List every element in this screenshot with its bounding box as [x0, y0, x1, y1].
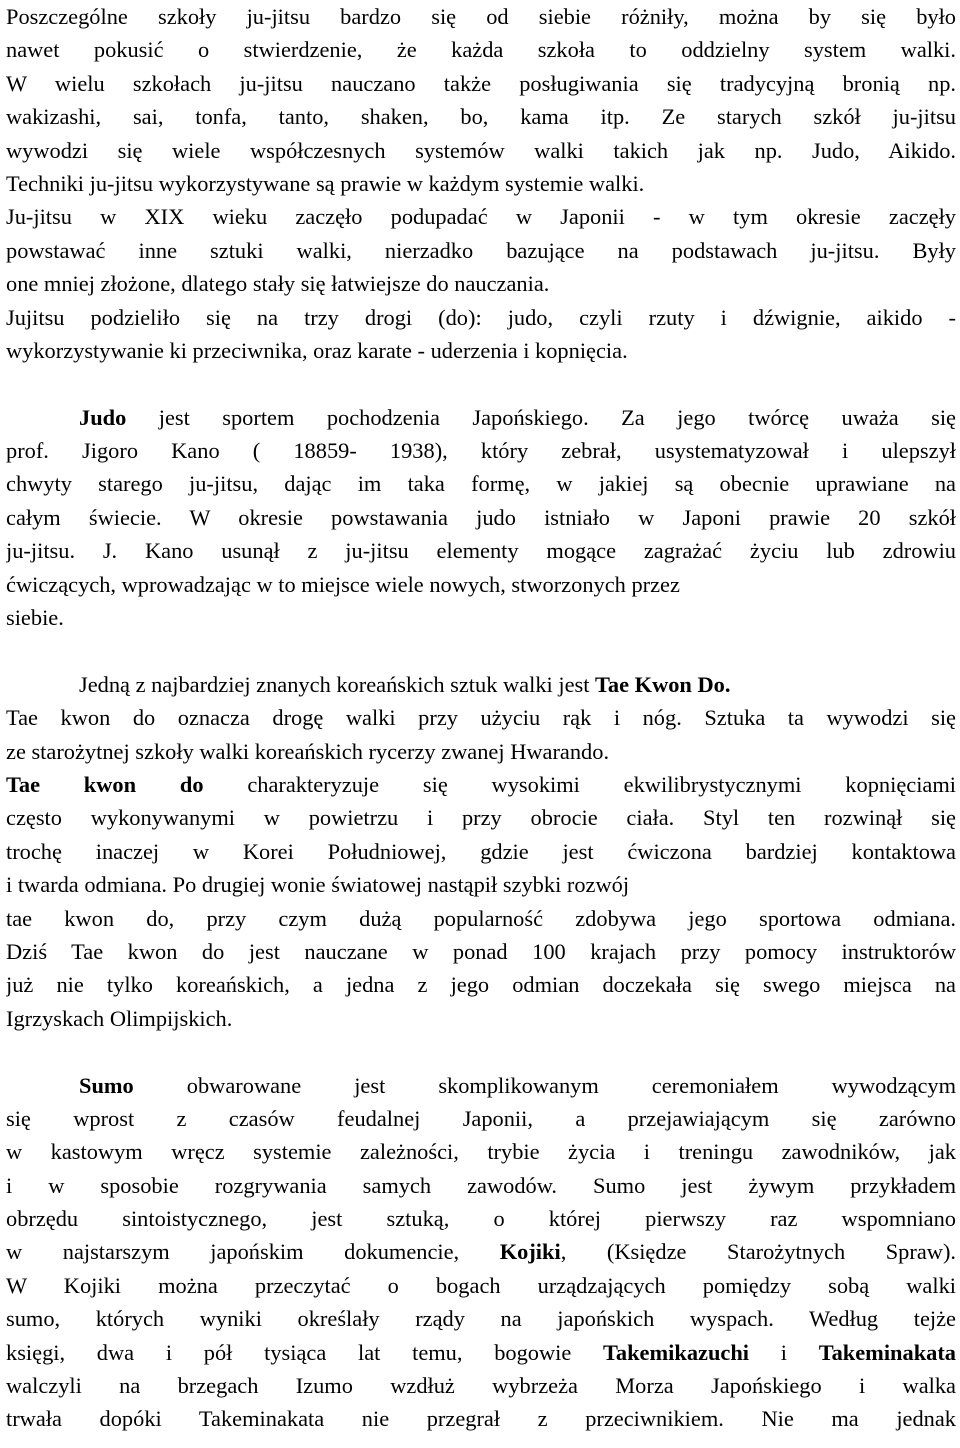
- text-segment: walczyli na brzegach Izumo wzdłuż wybrzeża Morza Japońskiego i walka: [6, 1373, 956, 1399]
- paragraph-gap: [6, 634, 956, 667]
- text-line: [6, 200, 956, 233]
- text-segment: i w sposobie rozgrywania samych zawodów. Sumo jest żywym przykładem: [6, 1172, 956, 1198]
- text-line: [6, 33, 956, 66]
- text-segment: W wielu szkołach ju-jitsu nauczano także posługiwania się tradycyjną bronią np.: [6, 70, 956, 96]
- text-line: [6, 401, 956, 434]
- text-segment: Poszczególne szkoły ju-jitsu bardzo się od siebie różniły, można by się było: [6, 4, 956, 29]
- text-segment: siebie.: [6, 605, 64, 631]
- text-segment: często wykonywanymi w powietrzu i przy obrocie ciała. Styl ten rozwinął się: [6, 805, 956, 831]
- text-line: [6, 67, 956, 100]
- text-line: [6, 902, 956, 935]
- text-segment: wywodzi się wiele współczesnych systemów walki takich jak np. Judo, Aikido.: [6, 137, 956, 163]
- text-segment: trochę inaczej w Korei Południowej, gdzie jest ćwiczona bardziej kontaktowa: [6, 838, 956, 864]
- text-segment: one mniej złożone, dlatego stały się łatwiejsze do nauczania.: [6, 271, 550, 297]
- text-line: [6, 568, 956, 601]
- text-segment: Techniki ju-jitsu wykorzystywane są prawie w każdym systemie walki.: [6, 170, 645, 196]
- text-line: [6, 1202, 956, 1235]
- text-segment: obrzędu sintoistycznego, jest sztuką, o której pierwszy raz wspomniano: [6, 1206, 956, 1232]
- text-line: [6, 668, 956, 701]
- paragraph-gap: [6, 1035, 956, 1068]
- text-segment: W Kojiki można przeczytać o bogach urządzających pomiędzy sobą walki: [6, 1272, 956, 1298]
- bold-term: Tae Kwon Do.: [595, 671, 731, 697]
- bold-term: Judo: [79, 404, 127, 430]
- text-line: [6, 334, 956, 367]
- text-line: [6, 1102, 956, 1135]
- text-segment: wakizashi, sai, tonfa, tanto, shaken, bo, kama itp. Ze starych szkół ju-jitsu: [6, 104, 956, 130]
- text-segment: , (Księdze Starożytnych Spraw).: [560, 1239, 956, 1265]
- text-segment: chwyty starego ju-jitsu, dając im taka formę, w jakiej są obecnie uprawiane na: [6, 471, 956, 497]
- text-line: [6, 1169, 956, 1202]
- paragraph-judo: [6, 401, 956, 635]
- text-segment: sumo, których wyniki określały rządy na japońskich wyspach. Według tejże: [6, 1306, 956, 1332]
- text-line: [6, 868, 956, 901]
- text-line: [6, 167, 956, 200]
- text-segment: ćwiczących, wprowadzając w to miejsce wiele nowych, stworzonych przez: [6, 571, 680, 597]
- text-line: [6, 100, 956, 133]
- text-line: [6, 935, 956, 968]
- text-line: [6, 601, 956, 634]
- paragraph-sumo: [6, 1069, 956, 1436]
- text-segment: Tae kwon do oznacza drogę walki przy użyciu rąk i nóg. Sztuka ta wywodzi się: [6, 705, 956, 731]
- document-page: [6, 0, 956, 1436]
- text-segment: się wprost z czasów feudalnej Japonii, a przejawiającym się zarówno: [6, 1105, 956, 1131]
- text-segment: w kastowym wręcz systemie zależności, trybie życia i treningu zawodników, jak: [6, 1139, 956, 1165]
- bold-term: Sumo: [79, 1072, 134, 1098]
- text-line: [6, 1135, 956, 1168]
- text-line: [6, 1402, 956, 1435]
- text-line: [6, 534, 956, 567]
- text-segment: Jujitsu podzieliło się na trzy drogi (do): judo, czyli rzuty i dźwignie, aikido -: [6, 304, 956, 330]
- text-line: [6, 1069, 956, 1102]
- bold-term: Takemikazuchi: [603, 1339, 750, 1365]
- text-line: [6, 1002, 956, 1035]
- text-segment: Dziś Tae kwon do jest nauczane w ponad 100 krajach przy pomocy instruktorów: [6, 938, 956, 964]
- text-segment: tae kwon do, przy czym dużą popularność zdobywa jego sportowa odmiana.: [6, 905, 956, 931]
- bold-term: Tae kwon do: [6, 771, 204, 797]
- text-line: [6, 134, 956, 167]
- text-line: [6, 0, 956, 33]
- text-line: [6, 301, 956, 334]
- text-line: [6, 434, 956, 467]
- bold-term: Kojiki: [499, 1239, 561, 1265]
- text-line: [6, 467, 956, 500]
- text-segment: nawet pokusić o stwierdzenie, że każda szkoła to oddzielny system walki.: [6, 37, 956, 63]
- text-segment: Igrzyskach Olimpijskich.: [6, 1005, 233, 1031]
- text-line: [6, 501, 956, 534]
- text-segment: Jedną z najbardziej znanych koreańskich sztuk walki jest: [79, 671, 596, 697]
- text-segment: już nie tylko koreańskich, a jedna z jego odmian doczekała się swego miejsca na: [6, 972, 956, 998]
- text-line: [6, 1336, 956, 1369]
- text-segment: trwała dopóki Takeminakata nie przegrał z przeciwnikiem. Nie ma jednak: [6, 1406, 956, 1432]
- text-line: [6, 701, 956, 734]
- text-line: [6, 968, 956, 1001]
- text-segment: w najstarszym japońskim dokumencie,: [6, 1239, 500, 1265]
- text-line: [6, 1235, 956, 1268]
- text-segment: i twarda odmiana. Po drugiej wonie światowej nastąpił szybki rozwój: [6, 872, 630, 898]
- text-segment: całym świecie. W okresie powstawania judo istniało w Japoni prawie 20 szkół: [6, 504, 956, 530]
- text-line: [6, 1269, 956, 1302]
- text-segment: charakteryzuje się wysokimi ekwilibrystycznymi kopnięciami: [203, 771, 956, 797]
- text-line: [6, 1302, 956, 1335]
- paragraph-gap: [6, 367, 956, 400]
- paragraph-ju-jitsu: [6, 0, 956, 367]
- paragraph-tae-kwon-do: [6, 668, 956, 1035]
- text-segment: ze starożytnej szkoły walki koreańskich rycerzy zwanej Hwarando.: [6, 738, 610, 764]
- text-line: [6, 801, 956, 834]
- text-segment: powstawać inne sztuki walki, nierzadko bazujące na podstawach ju-jitsu. Były: [6, 237, 956, 263]
- text-segment: jest sportem pochodzenia Japońskiego. Za jego twórcę uważa się: [126, 404, 956, 430]
- text-line: [6, 267, 956, 300]
- text-segment: obwarowane jest skomplikowanym ceremoniałem wywodzącym: [133, 1072, 956, 1098]
- text-segment: i: [749, 1339, 819, 1365]
- text-segment: ju-jitsu. J. Kano usunął z ju-jitsu elementy mogące zagrażać życiu lub zdrowiu: [6, 538, 956, 564]
- bold-term: Takeminakata: [818, 1339, 956, 1365]
- text-line: [6, 735, 956, 768]
- text-line: [6, 768, 956, 801]
- text-segment: księgi, dwa i pół tysiąca lat temu, bogowie: [6, 1339, 604, 1365]
- text-line: [6, 1369, 956, 1402]
- text-segment: prof. Jigoro Kano ( 18859- 1938), który zebrał, usystematyzował i ulepszył: [6, 438, 956, 464]
- text-segment: Ju-jitsu w XIX wieku zaczęło podupadać w Japonii - w tym okresie zaczęły: [6, 204, 956, 230]
- text-line: [6, 835, 956, 868]
- text-line: [6, 234, 956, 267]
- text-segment: wykorzystywanie ki przeciwnika, oraz karate - uderzenia i kopnięcia.: [6, 337, 628, 363]
